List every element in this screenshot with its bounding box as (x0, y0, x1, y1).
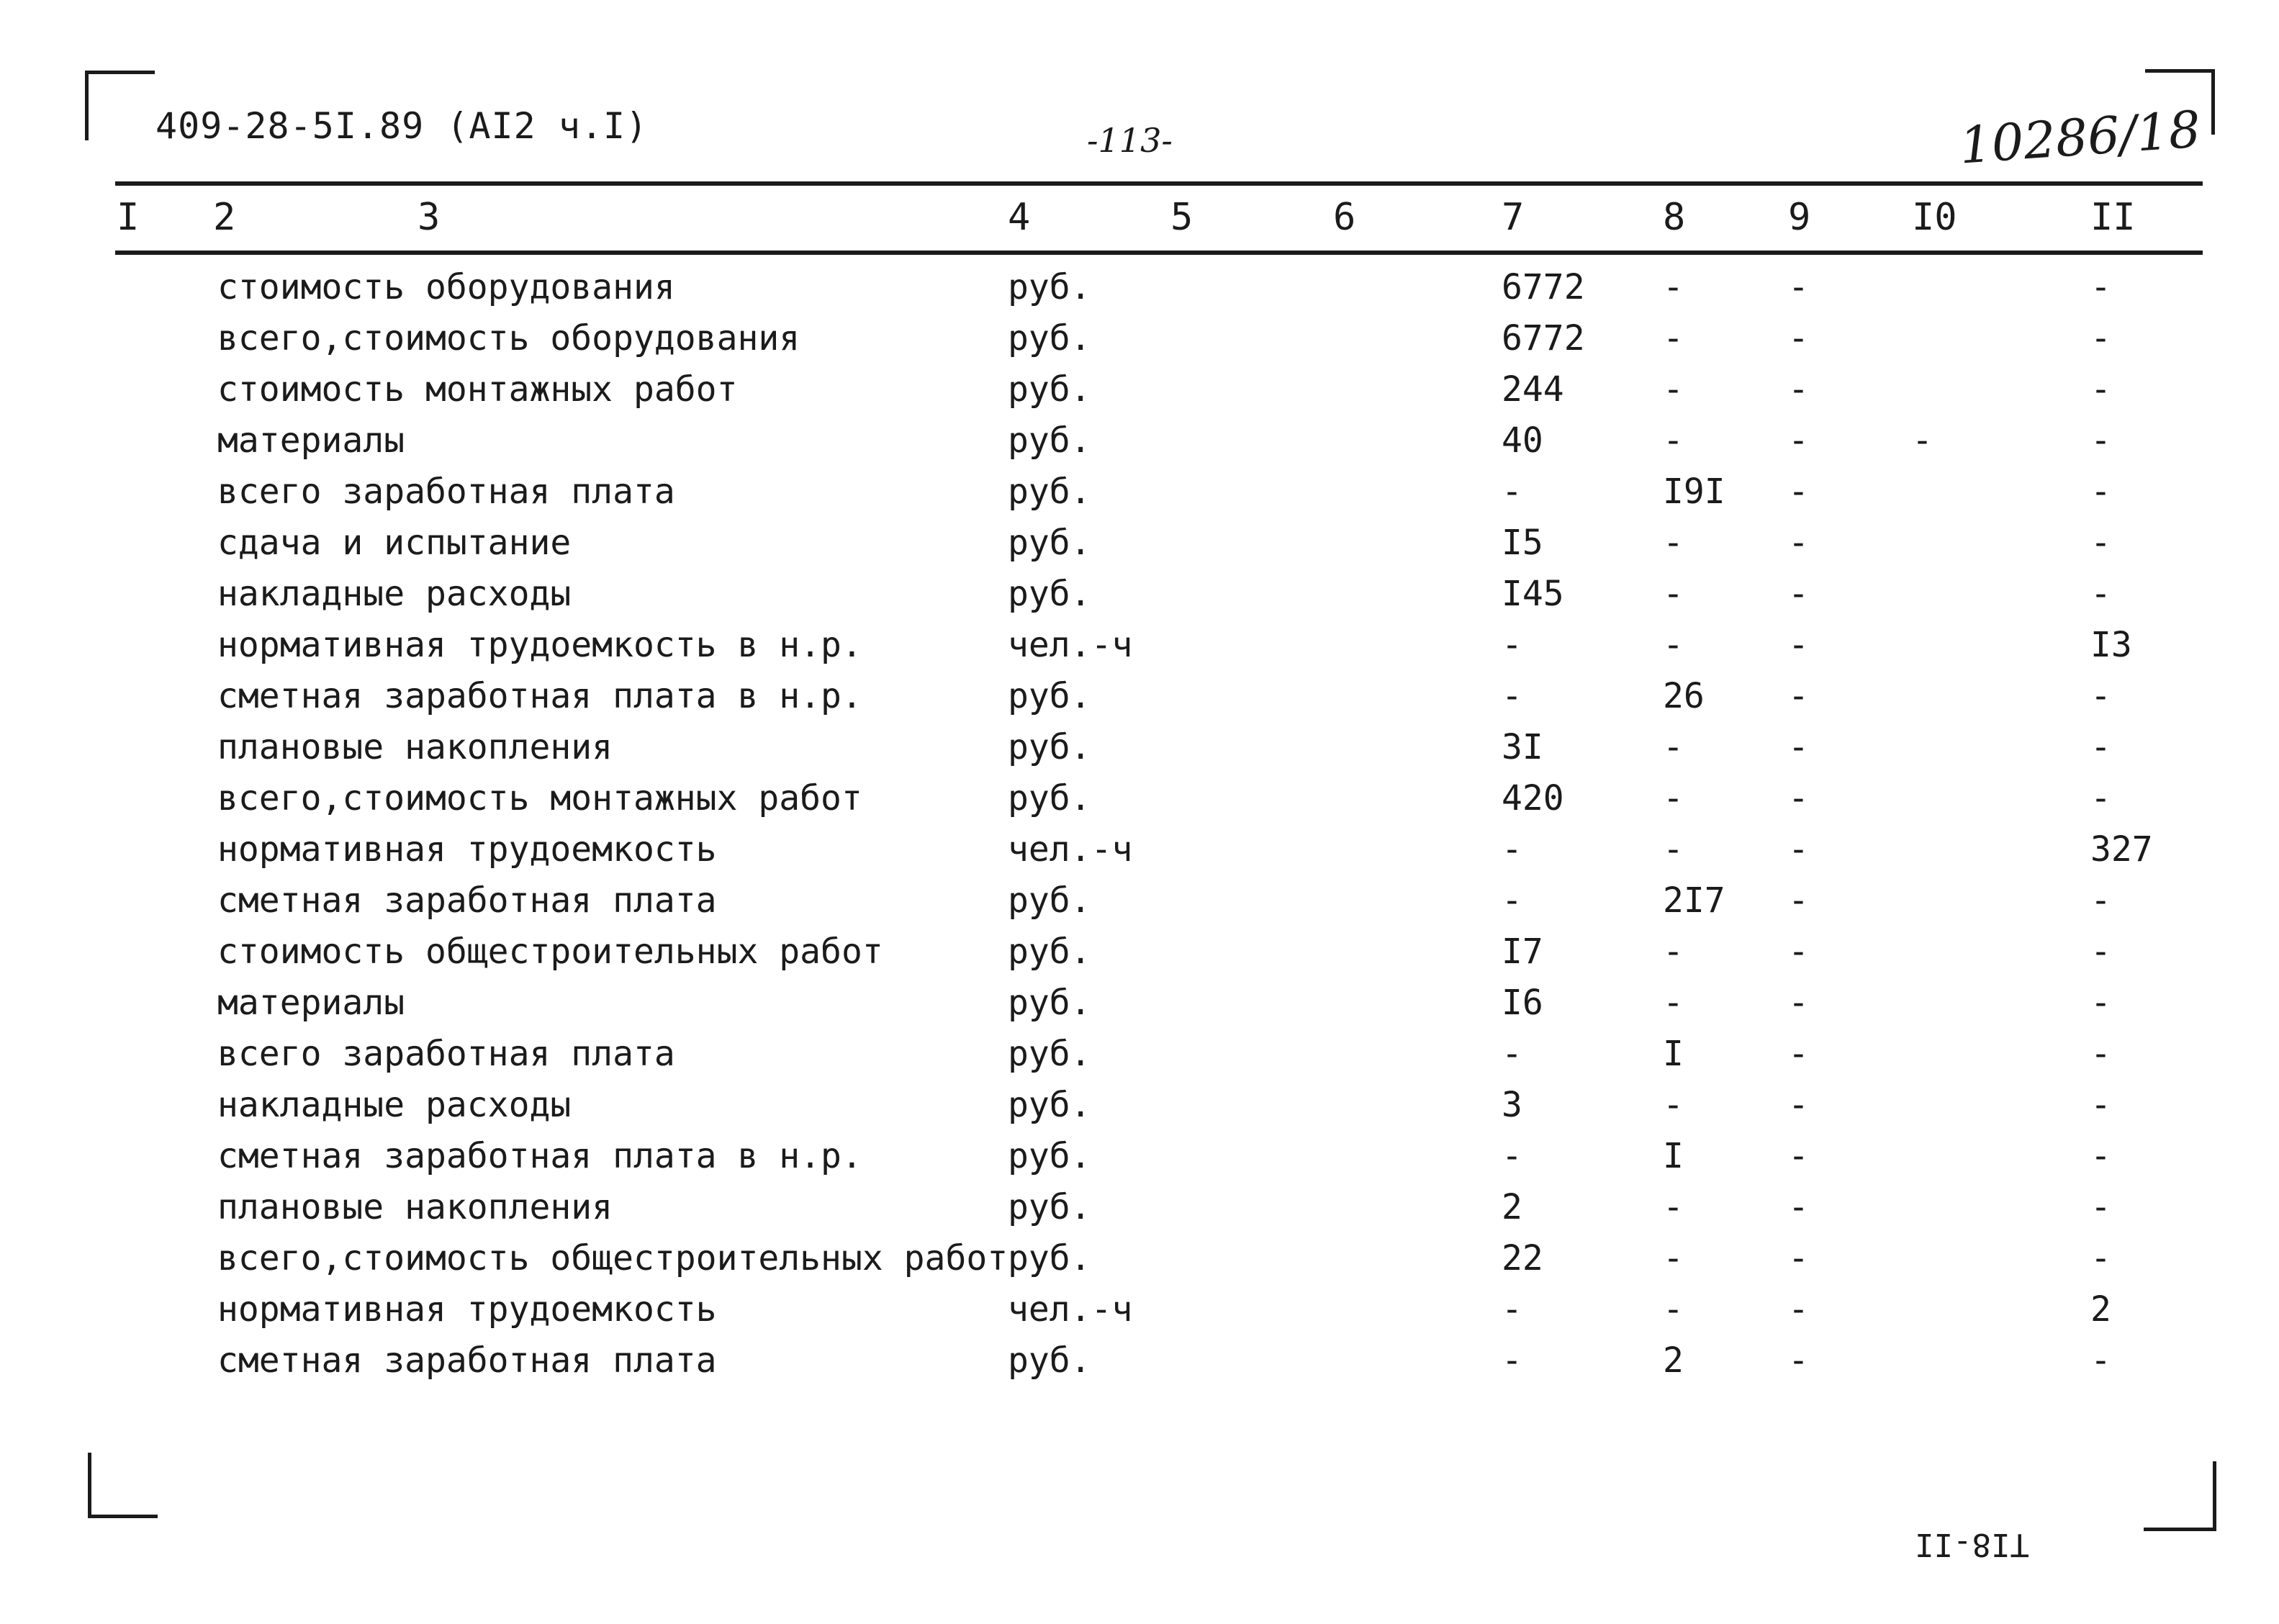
corner-mark-bottom-left (88, 1453, 158, 1518)
cell-col9: - (1788, 318, 1809, 358)
cell-col11: - (2090, 420, 2111, 461)
cell-col9: - (1788, 727, 1809, 767)
cell-col9: - (1788, 983, 1809, 1023)
table-row (0, 875, 2279, 926)
cell-col11: - (2090, 727, 2111, 767)
table-row (0, 1233, 2279, 1284)
cell-description: всего,стоимость оборудования (217, 318, 800, 358)
cell-description: всего,стоимость общестроительных работ (217, 1238, 1008, 1278)
cell-unit: руб. (1008, 1340, 1091, 1381)
table-row (0, 262, 2279, 312)
cell-unit: руб. (1008, 318, 1091, 358)
column-header-1: I (117, 196, 140, 239)
cell-col7: 244 (1502, 369, 1564, 410)
cell-unit: руб. (1008, 1034, 1091, 1074)
cell-description: стоимость общестроительных работ (217, 931, 883, 972)
cell-col9: - (1788, 267, 1809, 307)
cell-col11: - (2090, 523, 2111, 563)
cell-description: нормативная трудоемкость в н.р. (217, 625, 862, 665)
cell-col7: I5 (1502, 523, 1543, 563)
cell-description: сметная заработная плата (217, 1340, 717, 1381)
cell-description: всего,стоимость монтажных работ (217, 778, 862, 818)
cell-col8: I (1663, 1034, 1684, 1074)
cell-unit: руб. (1008, 472, 1091, 512)
cell-col11: - (2090, 1136, 2111, 1176)
cell-unit: чел.-ч (1008, 1289, 1133, 1330)
cell-unit: руб. (1008, 1187, 1091, 1227)
cell-col9: - (1788, 778, 1809, 818)
cell-description: нормативная трудоемкость (217, 1289, 717, 1330)
cell-col7: I7 (1502, 931, 1543, 972)
cell-col8: - (1663, 318, 1684, 358)
cell-unit: руб. (1008, 727, 1091, 767)
column-header-11: II (2090, 196, 2136, 239)
cell-description: всего заработная плата (217, 472, 675, 512)
cell-col9: - (1788, 829, 1809, 870)
corner-mark-top-left (85, 71, 155, 140)
table-row (0, 466, 2279, 517)
cell-col11: - (2090, 880, 2111, 921)
cell-col7: 6772 (1502, 267, 1585, 307)
cell-col8: - (1663, 727, 1684, 767)
cell-col9: - (1788, 880, 1809, 921)
cell-description: сметная заработная плата в н.р. (217, 676, 862, 716)
cell-unit: руб. (1008, 1238, 1091, 1278)
cell-unit: руб. (1008, 778, 1091, 818)
cell-description: стоимость оборудования (217, 267, 675, 307)
cell-col8: - (1663, 369, 1684, 410)
cell-col8: - (1663, 983, 1684, 1023)
cell-col11: - (2090, 676, 2111, 716)
column-header-3: 3 (418, 196, 441, 239)
cell-description: сметная заработная плата в н.р. (217, 1136, 862, 1176)
table-row (0, 1335, 2279, 1386)
cell-unit: руб. (1008, 676, 1091, 716)
table-row (0, 364, 2279, 415)
cell-col9: - (1788, 369, 1809, 410)
cell-col8: - (1663, 1187, 1684, 1227)
cell-col7: - (1502, 1289, 1522, 1330)
cell-col8: - (1663, 574, 1684, 614)
table-row (0, 978, 2279, 1028)
cell-col11: - (2090, 267, 2111, 307)
cell-col8: I9I (1663, 472, 1725, 512)
cell-unit: чел.-ч (1008, 829, 1133, 870)
cell-col11: - (2090, 778, 2111, 818)
cell-col11: 327 (2090, 829, 2153, 870)
cell-col11: - (2090, 369, 2111, 410)
table-header-rule (115, 251, 2203, 255)
table-row (0, 824, 2279, 875)
cell-unit: руб. (1008, 931, 1091, 972)
cell-col7: - (1502, 880, 1522, 921)
table-row (0, 671, 2279, 721)
column-header-10: I0 (1912, 196, 1957, 239)
cell-col9: - (1788, 1034, 1809, 1074)
column-header-4: 4 (1008, 196, 1031, 239)
cell-col8: - (1663, 1238, 1684, 1278)
cell-col7: - (1502, 1136, 1522, 1176)
cell-unit: руб. (1008, 983, 1091, 1023)
cell-unit: руб. (1008, 880, 1091, 921)
cell-col7: - (1502, 472, 1522, 512)
cell-col11: - (2090, 1340, 2111, 1381)
table-row (0, 773, 2279, 824)
cell-unit: чел.-ч (1008, 625, 1133, 665)
cell-col8: - (1663, 420, 1684, 461)
cell-description: всего заработная плата (217, 1034, 675, 1074)
column-header-9: 9 (1788, 196, 1811, 239)
cell-col8: 26 (1663, 676, 1705, 716)
page-number: -113- (1087, 121, 1173, 160)
table-row (0, 620, 2279, 670)
cell-description: материалы (217, 420, 405, 461)
cell-col9: - (1788, 931, 1809, 972)
cell-col8: - (1663, 778, 1684, 818)
cell-col11: - (2090, 983, 2111, 1023)
table-row (0, 1182, 2279, 1232)
cell-description: материалы (217, 983, 405, 1023)
cell-unit: руб. (1008, 523, 1091, 563)
cell-col11: - (2090, 1085, 2111, 1125)
table-top-rule (115, 181, 2203, 186)
cell-col9: - (1788, 420, 1809, 461)
cell-col7: I45 (1502, 574, 1564, 614)
cell-unit: руб. (1008, 1085, 1091, 1125)
document-code: 409-28-5I.89 (AI2 ч.I) (155, 105, 649, 147)
cell-col9: - (1788, 1187, 1809, 1227)
cell-col7: 3 (1502, 1085, 1522, 1125)
cell-col9: - (1788, 1289, 1809, 1330)
cell-description: стоимость монтажных работ (217, 369, 738, 410)
cell-description: плановые накопления (217, 727, 613, 767)
cell-col8: - (1663, 1085, 1684, 1125)
cell-col7: - (1502, 1340, 1522, 1381)
cell-col7: 6772 (1502, 318, 1585, 358)
cell-col11: - (2090, 1187, 2111, 1227)
corner-mark-bottom-right (2144, 1461, 2216, 1531)
sheet-reference-handwritten: 10286/18 (1957, 99, 2203, 176)
cell-col7: - (1502, 625, 1522, 665)
table-row (0, 415, 2279, 466)
table-row (0, 1080, 2279, 1130)
cell-col7: I6 (1502, 983, 1543, 1023)
cell-col8: - (1663, 523, 1684, 563)
cell-col9: - (1788, 1085, 1809, 1125)
column-header-2: 2 (213, 196, 236, 239)
table-row (0, 1284, 2279, 1335)
cell-description: накладные расходы (217, 1085, 572, 1125)
column-header-8: 8 (1663, 196, 1686, 239)
cell-description: сдача и испытание (217, 523, 572, 563)
cell-description: накладные расходы (217, 574, 572, 614)
cell-col9: - (1788, 1238, 1809, 1278)
table-row (0, 722, 2279, 772)
cell-col8: 2I7 (1663, 880, 1725, 921)
cell-description: нормативная трудоемкость (217, 829, 717, 870)
cell-col7: 40 (1502, 420, 1543, 461)
cell-col8: - (1663, 931, 1684, 972)
table-row (0, 1029, 2279, 1079)
table-row (0, 313, 2279, 364)
cell-col7: - (1502, 676, 1522, 716)
cell-col11: - (2090, 931, 2111, 972)
cell-description: плановые накопления (217, 1187, 613, 1227)
cell-col11: - (2090, 1238, 2111, 1278)
cell-col9: - (1788, 1136, 1809, 1176)
cell-unit: руб. (1008, 574, 1091, 614)
cell-col8: 2 (1663, 1340, 1684, 1381)
cell-col10: - (1912, 420, 1933, 461)
cell-col9: - (1788, 574, 1809, 614)
cell-col11: - (2090, 1034, 2111, 1074)
cell-col9: - (1788, 472, 1809, 512)
cell-unit: руб. (1008, 267, 1091, 307)
cell-col9: - (1788, 625, 1809, 665)
cell-col7: - (1502, 829, 1522, 870)
cell-col8: - (1663, 625, 1684, 665)
cell-unit: руб. (1008, 1136, 1091, 1176)
table-row (0, 569, 2279, 619)
table-row (0, 518, 2279, 568)
cell-col11: - (2090, 472, 2111, 512)
cell-col7: 22 (1502, 1238, 1543, 1278)
bottom-stamp-code: TI8-II (1915, 1526, 2029, 1563)
cell-unit: руб. (1008, 369, 1091, 410)
cell-col7: 420 (1502, 778, 1564, 818)
cell-col11: - (2090, 574, 2111, 614)
cell-col7: 2 (1502, 1187, 1522, 1227)
cell-col8: - (1663, 1289, 1684, 1330)
cell-unit: руб. (1008, 420, 1091, 461)
cell-col11: 2 (2090, 1289, 2111, 1330)
table-row (0, 926, 2279, 977)
cell-col7: - (1502, 1034, 1522, 1074)
cell-col11: - (2090, 318, 2111, 358)
column-header-6: 6 (1333, 196, 1356, 239)
cell-col7: 3I (1502, 727, 1543, 767)
cell-col9: - (1788, 676, 1809, 716)
cell-col8: I (1663, 1136, 1684, 1176)
cell-col9: - (1788, 1340, 1809, 1381)
cell-description: сметная заработная плата (217, 880, 717, 921)
cell-col9: - (1788, 523, 1809, 563)
cell-col11: I3 (2090, 625, 2132, 665)
table-row (0, 1131, 2279, 1181)
cell-col8: - (1663, 267, 1684, 307)
cell-col8: - (1663, 829, 1684, 870)
column-header-7: 7 (1502, 196, 1525, 239)
column-header-5: 5 (1170, 196, 1193, 239)
